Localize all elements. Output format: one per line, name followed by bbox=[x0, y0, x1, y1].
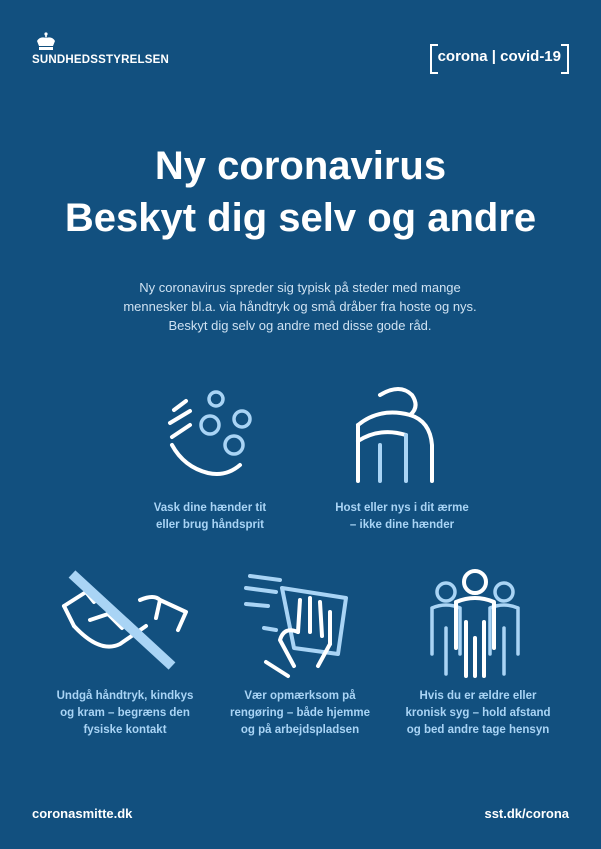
intro-text bbox=[100, 278, 500, 335]
tip-caption bbox=[120, 500, 300, 534]
intro-line: Ny coronavirus spreder sig typisk på steder med mange bbox=[139, 280, 461, 295]
corona-badge bbox=[430, 44, 569, 69]
tip-caption bbox=[40, 688, 210, 739]
tip-caption bbox=[388, 688, 568, 739]
page-title-line1: Ny coronavirus bbox=[154, 144, 447, 188]
footer-link-coronasmitte[interactable]: coronasmitte.dk bbox=[32, 806, 133, 821]
tip-caption bbox=[302, 500, 502, 534]
sundhedsstyrelsen-logo bbox=[32, 32, 182, 66]
caption-line: kronisk syg – hold afstand bbox=[405, 707, 551, 719]
logo-text: SUNDHEDSSTYRELSEN bbox=[32, 54, 169, 66]
caption-line: eller brug håndsprit bbox=[156, 519, 264, 531]
caption-line: – ikke dine hænder bbox=[349, 519, 455, 531]
no-handshake-icon bbox=[60, 570, 190, 670]
caption-line: Vask dine hænder tit bbox=[153, 502, 267, 514]
caption-line: og kram – begræns den bbox=[60, 707, 190, 719]
caption-line: Vær opmærksom på bbox=[244, 690, 356, 702]
tip-caption bbox=[210, 688, 390, 739]
crown-icon bbox=[34, 32, 58, 52]
caption-line: og bed andre tage hensyn bbox=[406, 724, 550, 736]
caption-line: fysiske kontakt bbox=[83, 724, 167, 736]
badge-text: corona | covid-19 bbox=[437, 48, 561, 65]
intro-line: Beskyt dig selv og andre med disse gode råd. bbox=[168, 318, 432, 333]
cleaning-hand-icon bbox=[240, 570, 360, 680]
caption-line: og på arbejdspladsen bbox=[240, 724, 360, 736]
intro-line: mennesker bl.a. via håndtryk og små dråber fra hoste og nys. bbox=[123, 299, 477, 314]
page-title-line2: Beskyt dig selv og andre bbox=[64, 196, 537, 240]
caption-line: Host eller nys i dit ærme bbox=[335, 502, 469, 514]
footer-link-sst[interactable]: sst.dk/corona bbox=[484, 806, 569, 821]
caption-line: Undgå håndtryk, kindkys bbox=[56, 690, 194, 702]
caption-line: Hvis du er ældre eller bbox=[419, 690, 537, 702]
caption-line: rengøring – både hjemme bbox=[230, 707, 370, 719]
group-distance-icon bbox=[420, 568, 530, 678]
cough-sleeve-icon bbox=[350, 385, 450, 485]
hand-wash-icon bbox=[160, 385, 260, 485]
